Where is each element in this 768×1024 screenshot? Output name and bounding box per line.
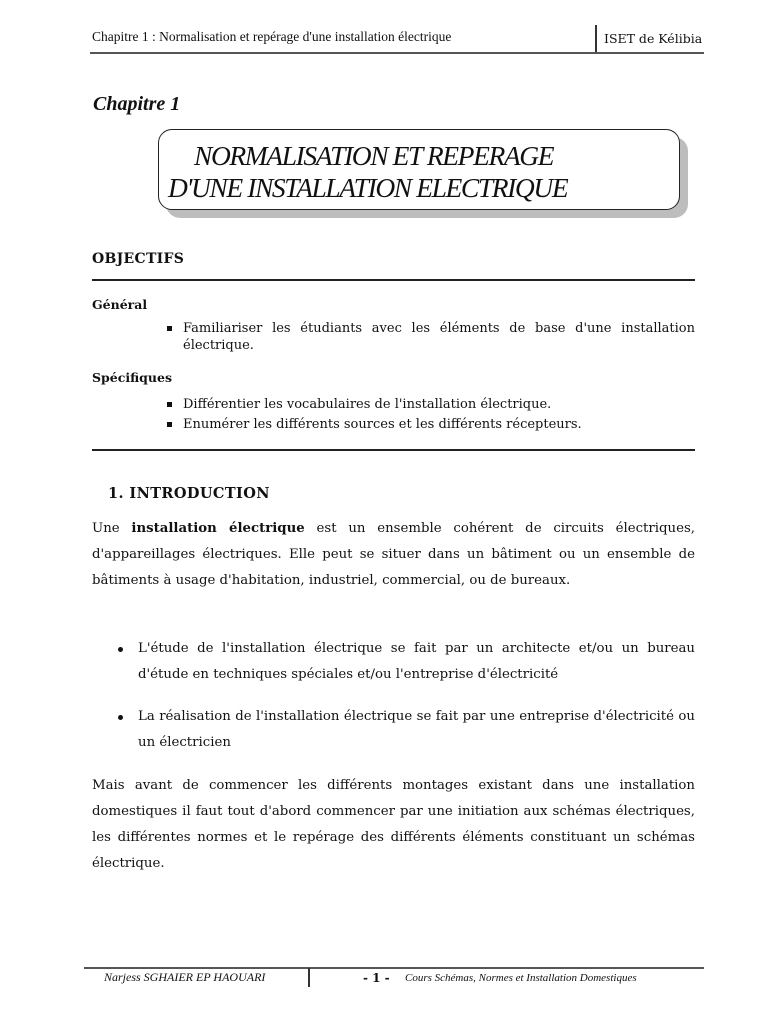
list-item: Différentier les vocabulaires de l'installation électrique. bbox=[167, 396, 695, 413]
list-item: L'étude de l'installation électrique se fait par un architecte et/ou un bureau d'étude en techniques spéciales et/ou l'entreprise d'électricité bbox=[118, 636, 695, 688]
list-item: La réalisation de l'installation électrique se fait par une entreprise d'électricité ou un électricien bbox=[118, 704, 695, 756]
round-bullet-icon bbox=[118, 647, 123, 652]
closing-paragraph: Mais avant de commencer les différents montages existant dans une installation domestiques il faut tout d'abord commencer par une initiation aux schémas électriques, les différentes normes et le repérage des différents éléments constituant un schémas électrique. bbox=[92, 778, 695, 871]
chapter-label: Chapitre 1 bbox=[93, 93, 181, 115]
specific-objectives-list bbox=[167, 396, 695, 433]
footer-rule bbox=[84, 967, 704, 969]
header-institution: ISET de Kélibia bbox=[604, 31, 703, 46]
title-box bbox=[158, 129, 680, 210]
square-bullet-icon bbox=[167, 402, 172, 407]
round-bullet-icon bbox=[118, 715, 123, 720]
footer-divider bbox=[308, 968, 310, 987]
square-bullet-icon bbox=[167, 422, 172, 427]
header-divider bbox=[595, 25, 597, 53]
header-chapter-title: Chapitre 1 : Normalisation et repérage d'une installation électrique bbox=[92, 29, 452, 44]
footer-page-number: - 1 - bbox=[363, 971, 390, 985]
footer-course-title: Cours Schémas, Normes et Installation Domestiques bbox=[405, 972, 637, 984]
general-label: Général bbox=[92, 297, 148, 312]
section-heading-introduction: 1. INTRODUCTION bbox=[108, 485, 270, 502]
list-item: Familiariser les étudiants avec les éléments de base d'une installation électrique. bbox=[167, 320, 695, 354]
general-objectives-list bbox=[167, 320, 695, 354]
title-line-1: NORMALISATION ET REPERAGE bbox=[194, 140, 554, 171]
objectives-top-rule bbox=[92, 279, 695, 281]
header-rule bbox=[90, 52, 704, 54]
page-header bbox=[90, 23, 704, 53]
title-line-2: D'UNE INSTALLATION ELECTRIQUE bbox=[168, 172, 568, 203]
intro-bold-term: installation électrique bbox=[131, 521, 305, 536]
list-item: Enumérer les différents sources et les différents récepteurs. bbox=[167, 416, 695, 433]
square-bullet-icon bbox=[167, 326, 172, 331]
objectives-bottom-rule bbox=[92, 449, 695, 451]
objectives-heading: OBJECTIFS bbox=[92, 251, 185, 267]
specific-label: Spécifiques bbox=[92, 370, 172, 385]
footer-author: Narjess SGHAIER EP HAOUARI bbox=[104, 970, 266, 984]
intro-paragraph: Une installation électrique est un ensemble cohérent de circuits électriques, d'appareillages électriques. Elle peut se situer dans un bâtiment ou un ensemble de bâtiments à usage d'habitation, industriel, commercial, ou de bureaux. bbox=[92, 521, 695, 588]
intro-bullet-list bbox=[118, 636, 695, 756]
